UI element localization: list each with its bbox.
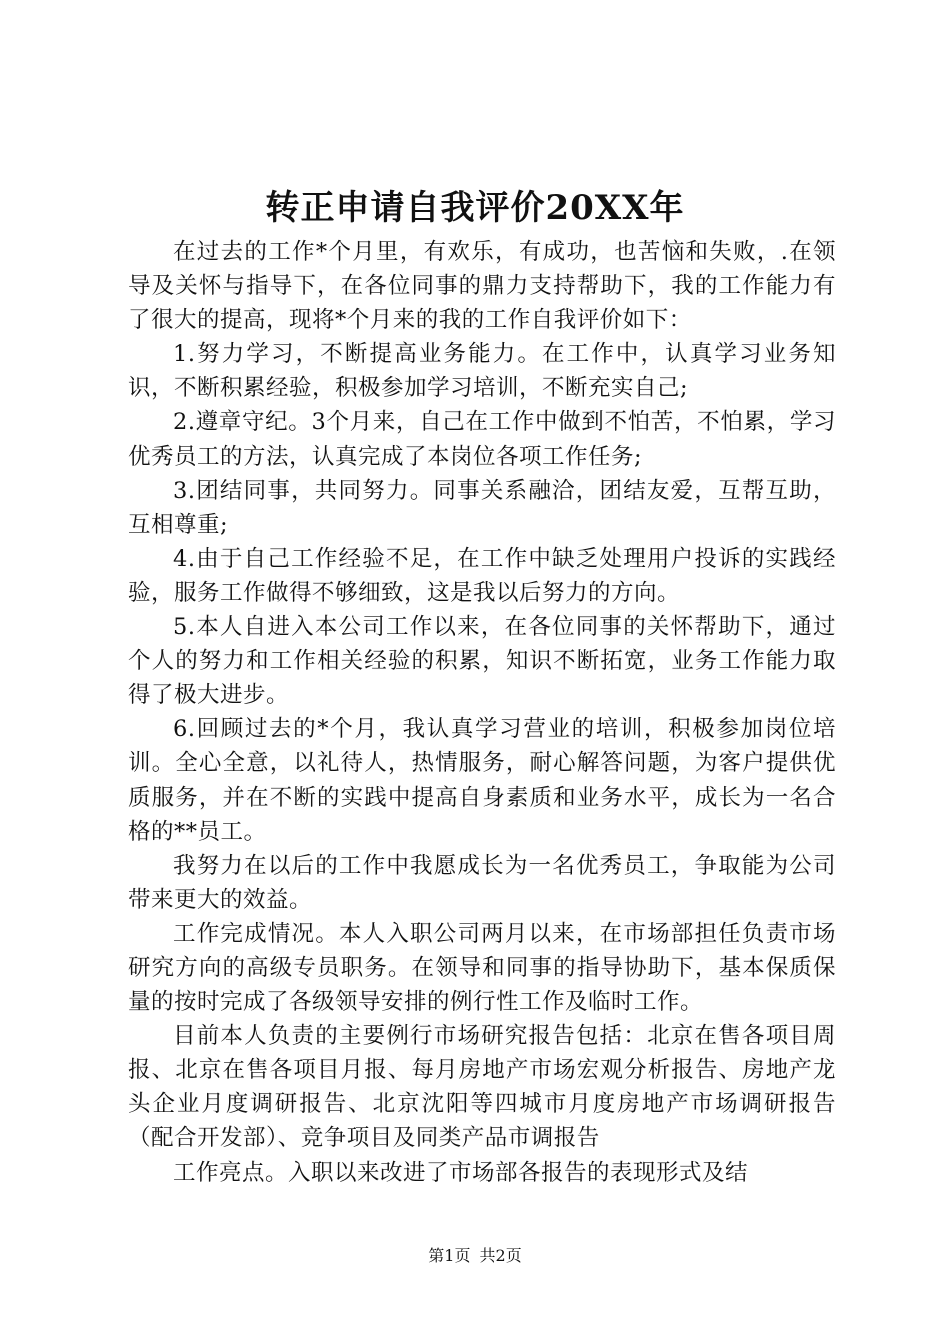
paragraph-item-3: 3.团结同事，共同努力。同事关系融洽，团结友爱，互帮互助，互相尊重; bbox=[128, 477, 836, 538]
page-number: 第1页 bbox=[428, 1246, 471, 1265]
document-title: 转正申请自我评价20XX年 bbox=[265, 188, 685, 228]
document-body bbox=[128, 235, 836, 1190]
paragraph-item-1: 1.努力学习，不断提高业务能力。在工作中，认真学习业务知识，不断积累经验，积极参加学习培训，不断充实自己; bbox=[128, 341, 836, 402]
paragraph-item-5: 5.本人自进入本公司工作以来，在各位同事的关怀帮助下，通过个人的努力和工作相关经验的积累，知识不断拓宽，业务工作能力取得了极大进步。 bbox=[128, 614, 836, 709]
page-total: 共2页 bbox=[479, 1246, 522, 1265]
paragraph-work-completion: 工作完成情况。本人入职公司两月以来，在市场部担任负责市场研究方向的高级专员职务。在领导和同事的指导协助下，基本保质保量的按时完成了各级领导安排的例行性工作及临时工作。 bbox=[128, 920, 836, 1016]
paragraph-reports: 目前本人负责的主要例行市场研究报告包括：北京在售各项目周报、北京在售各项目月报、每月房地产市场宏观分析报告、房地产龙头企业月度调研报告、北京沈阳等四城市月度房地产市场调研报告（配合开发部）、竞争项目及同类产品市调报告 bbox=[128, 1023, 836, 1152]
paragraph-item-2: 2.遵章守纪。3个月来，自己在工作中做到不怕苦，不怕累，学习优秀员工的方法，认真完成了本岗位各项工作任务; bbox=[128, 409, 836, 470]
page-footer bbox=[0, 1244, 950, 1268]
paragraph-aspiration: 我努力在以后的工作中我愿成长为一名优秀员工，争取能为公司带来更大的效益。 bbox=[128, 852, 836, 913]
paragraph-intro: 在过去的工作*个月里，有欢乐，有成功，也苦恼和失败，.在领导及关怀与指导下，在各位同事的鼎力支持帮助下，我的工作能力有了很大的提高，现将*个月来的我的工作自我评价如下： bbox=[128, 239, 836, 334]
paragraph-item-4: 4.由于自己工作经验不足，在工作中缺乏处理用户投诉的实践经验，服务工作做得不够细致，这是我以后努力的方向。 bbox=[128, 545, 836, 606]
paragraph-item-6: 6.回顾过去的*个月，我认真学习营业的培训，积极参加岗位培训。全心全意，以礼待人，热情服务，耐心解答问题，为客户提供优质服务，并在不断的实践中提高自身素质和业务水平，成长为一名合格的**员工。 bbox=[128, 716, 836, 845]
paragraph-highlights: 工作亮点。入职以来改进了市场部各报告的表现形式及结 bbox=[173, 1159, 749, 1186]
